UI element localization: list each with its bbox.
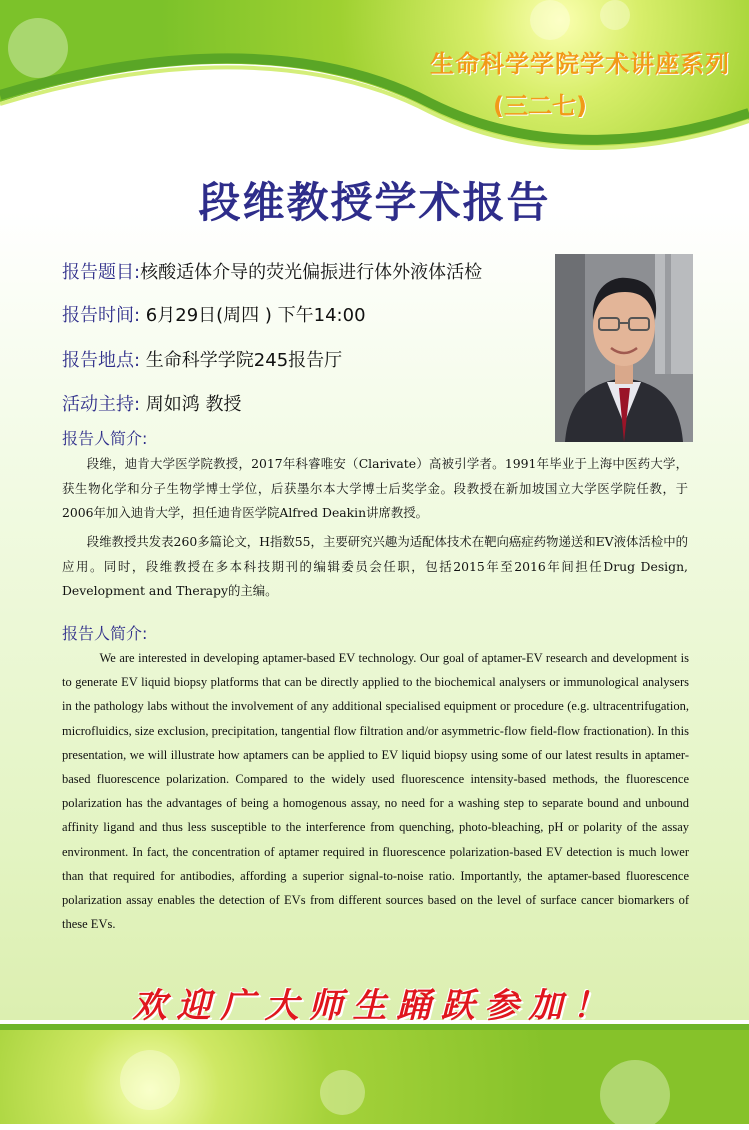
place-label: 报告地点:: [62, 350, 141, 371]
bokeh-decoration: [600, 1060, 670, 1130]
welcome-slogan: 欢迎广大师生踊跃参加！: [132, 986, 617, 1026]
place-value: 生命科学学院245报告厅: [140, 350, 343, 371]
time-value: 6月29日(周四 ) 下午14:00: [140, 305, 366, 326]
bokeh-decoration: [320, 1070, 365, 1115]
host-value: 周如鸿 教授: [140, 394, 242, 415]
info-topic: [62, 258, 482, 284]
abstract-heading: 报告人简介:: [62, 624, 148, 643]
series-number: (三二七): [493, 92, 587, 120]
time-label: 报告时间:: [62, 305, 141, 326]
topic-value: 核酸适体介导的荧光偏振进行体外液体活检: [140, 262, 483, 283]
info-place: [62, 346, 342, 372]
abstract-paragraph: We are interested in developing aptamer-based EV technology. Our goal of aptamer-EV research and development is to generate EV liquid biopsy platforms that can be directly applied to the biochemical analysers or immunological analysers in the pathology labs without the involvement of any additional specialised equipment or procedure (e.g. ultracentrifugation, microfluidics, size exclusion, precipitation, tangential flow filtration and/or asymmetric-flow field-flow fractionation). In this presentation, we will illustrate how aptamers can be applied to EV liquid biopsy using some of our latest results in aptamer-based fluorescence polarization. Compared to the widely used fluorescence intensity-based methods, the fluorescence polarization has the advantages of being a homogenous assay, no need for a washing step to separate bound and unbound affinity ligand and thus less susceptible to the interference from quenching, photo-bleaching, pH or polarity of the assay environment. In fact, the concentration of aptamer required in fluorescence polarization-based EV detection is much lower than that required for antibodies, affording a superior signal-to-noise ratio. Importantly, the aptamer-based fluorescence polarization assay enables the detection of EVs from different sources based on the level of surface cancer biomarkers of these EVs.: [62, 651, 689, 932]
info-host: [62, 390, 242, 416]
header-wave: [0, 0, 749, 170]
page-title: 段维教授学术报告: [198, 178, 551, 227]
bio-paragraph-2: 段维教授共发表260多篇论文，H指数55，主要研究兴趣为适配体技术在靶向癌症药物递送和EV液体活检中的应用。同时，段维教授在多本科技期刊的编辑委员会任职，包括2015年至2016年间担任Drug Design, Development and Therapy的主编。: [62, 534, 688, 598]
host-label: 活动主持:: [62, 394, 141, 415]
topic-label: 报告题目:: [62, 262, 141, 283]
info-time: [62, 301, 366, 327]
bokeh-decoration: [120, 1050, 180, 1110]
series-title: 生命科学学院学术讲座系列: [430, 50, 730, 78]
bio-paragraph-1: 段维，迪肯大学医学院教授，2017年科睿唯安（Clarivate）高被引学者。1991年毕业于上海中医药大学，获生物化学和分子生物学博士学位，后获墨尔本大学博士后奖学金。段教授在新加坡国立大学医学院任教，于2006年加入迪肯大学，担任迪肯医学院Alfred Deakin讲席教授。: [62, 456, 688, 520]
bio-heading: 报告人简介:: [62, 429, 148, 448]
speaker-photo: [555, 254, 693, 442]
